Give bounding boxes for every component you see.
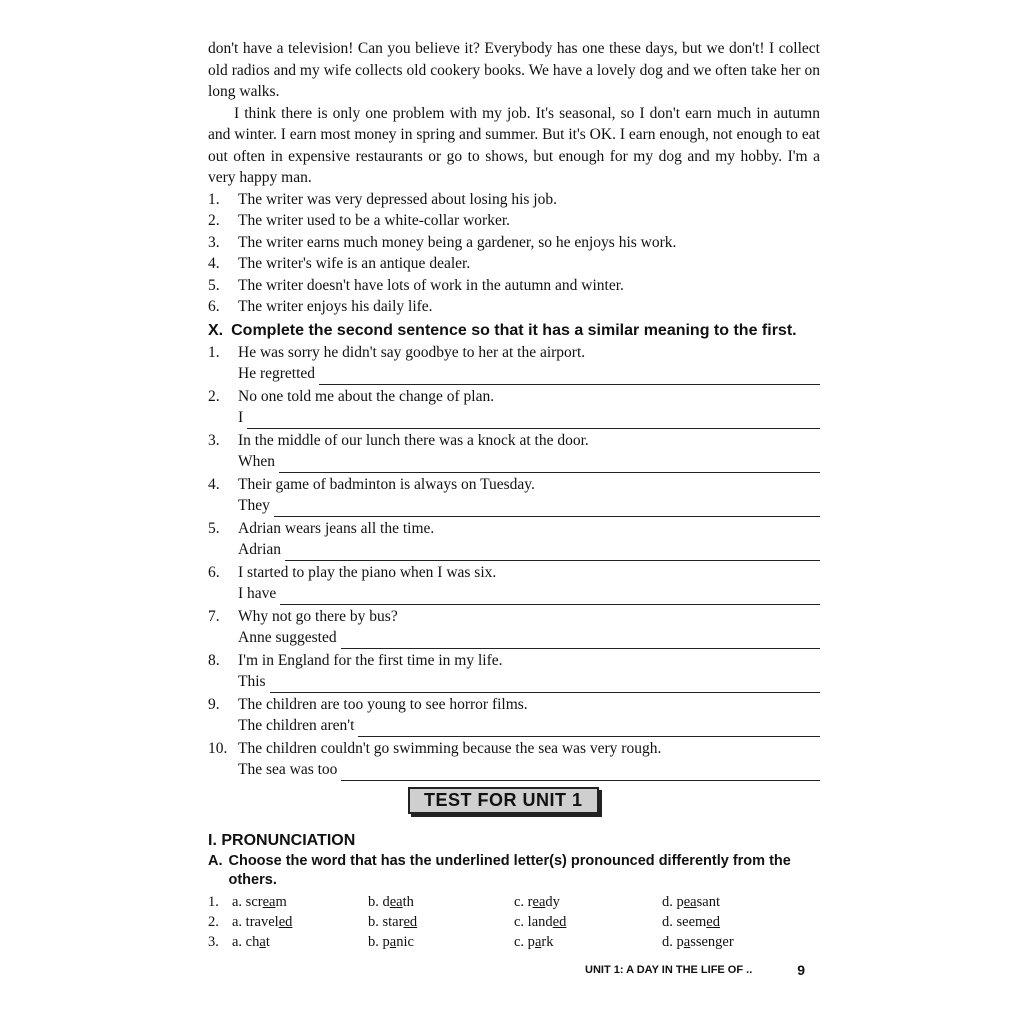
list-item bbox=[208, 253, 820, 275]
section-x-heading bbox=[208, 320, 820, 341]
answer-line[interactable] bbox=[274, 502, 820, 517]
original-sentence: No one told me about the change of plan. bbox=[238, 387, 495, 405]
item-number: 3. bbox=[208, 233, 220, 251]
answer-line[interactable] bbox=[341, 766, 820, 781]
textbook-page bbox=[208, 38, 820, 952]
list-item bbox=[208, 296, 820, 318]
sentence-starter: This bbox=[238, 673, 266, 690]
list-item bbox=[208, 430, 820, 473]
list-item bbox=[208, 738, 820, 781]
pronunciation-heading: I. PRONUNCIATION bbox=[208, 832, 356, 849]
section-title: Complete the second sentence so that it has a similar meaning to the first. bbox=[231, 321, 797, 339]
option-a[interactable]: a. scream bbox=[232, 893, 287, 910]
original-sentence: The children couldn't go swimming because the sea was very rough. bbox=[238, 739, 662, 757]
original-sentence: I'm in England for the first time in my life. bbox=[238, 651, 503, 669]
answer-line[interactable] bbox=[358, 722, 820, 737]
original-sentence: He was sorry he didn't say goodbye to her at the airport. bbox=[238, 343, 586, 361]
test-banner: TEST FOR UNIT 1 bbox=[408, 787, 599, 815]
sentence-starter: The children aren't bbox=[238, 717, 355, 734]
item-number: 2. bbox=[208, 913, 219, 930]
item-number: 2. bbox=[208, 212, 220, 229]
answer-line[interactable] bbox=[341, 634, 820, 649]
list-item bbox=[208, 386, 820, 429]
reading-passage bbox=[208, 38, 820, 189]
rewrite-list bbox=[208, 342, 820, 781]
list-item bbox=[208, 275, 820, 297]
page-footer bbox=[585, 962, 805, 978]
sentence-starter: The sea was too bbox=[238, 761, 338, 778]
item-number: 1. bbox=[208, 893, 219, 910]
sentence-starter: They bbox=[238, 497, 270, 514]
list-item bbox=[208, 189, 820, 211]
option-c[interactable]: c. ready bbox=[514, 893, 560, 910]
item-number: 3. bbox=[208, 431, 220, 449]
statement-text: The writer used to be a white-collar worker. bbox=[238, 212, 511, 229]
list-item bbox=[208, 518, 820, 561]
answer-line[interactable] bbox=[280, 590, 820, 605]
list-item bbox=[208, 474, 820, 517]
answer-line[interactable] bbox=[279, 458, 820, 473]
option-a[interactable]: a. chat bbox=[232, 933, 270, 950]
answer-line[interactable] bbox=[247, 414, 820, 429]
option-d[interactable]: d. peasant bbox=[662, 893, 720, 910]
reading-paragraph: don't have a television! Can you believe it? Everybody has one these days, but we don't! I collect old radios and my wife collects old cookery books. We have a lovely dog and we often take her on long walks. bbox=[208, 40, 820, 100]
sentence-starter: Adrian bbox=[238, 541, 282, 558]
reading-paragraph: I think there is only one problem with my job. It's seasonal, so I don't earn much in autumn and winter. I earn most money in spring and summer. But it's OK. I earn enough, not enough to eat out often in expensive restaurants or go to shows, but enough for my dog and my hobby. I'm a very happy man. bbox=[208, 104, 820, 186]
item-number: 6. bbox=[208, 298, 220, 315]
running-head: UNIT 1: A DAY IN THE LIFE OF .. bbox=[585, 964, 753, 976]
item-number: 10. bbox=[208, 739, 228, 757]
question-row bbox=[208, 912, 820, 932]
list-item bbox=[208, 650, 820, 693]
statement-text: The writer was very depressed about losing his job. bbox=[238, 190, 557, 208]
option-b[interactable]: b. death bbox=[368, 893, 414, 910]
sentence-starter: He regretted bbox=[238, 365, 316, 382]
statement-text: The writer earns much money being a gardener, so he enjoys his work. bbox=[238, 233, 677, 251]
true-false-list bbox=[208, 189, 820, 318]
list-item bbox=[208, 606, 820, 649]
original-sentence: Adrian wears jeans all the time. bbox=[238, 519, 435, 537]
answer-line[interactable] bbox=[319, 370, 820, 385]
item-number: 8. bbox=[208, 651, 220, 669]
statement-text: The writer's wife is an antique dealer. bbox=[238, 255, 471, 272]
statement-text: The writer doesn't have lots of work in the autumn and winter. bbox=[238, 276, 624, 294]
answer-line[interactable] bbox=[285, 546, 820, 561]
item-number: 2. bbox=[208, 387, 220, 405]
original-sentence: The children are too young to see horror films. bbox=[238, 695, 528, 713]
option-b[interactable]: b. panic bbox=[368, 933, 414, 950]
sub-section-title: Choose the word that has the underlined letter(s) pronounced differently from the others. bbox=[228, 852, 791, 888]
list-item bbox=[208, 232, 820, 254]
item-number: 3. bbox=[208, 933, 219, 950]
pronunciation-questions bbox=[208, 892, 820, 952]
item-number: 5. bbox=[208, 276, 220, 294]
list-item bbox=[208, 210, 820, 232]
question-row bbox=[208, 932, 820, 952]
sentence-starter: I bbox=[238, 409, 244, 426]
item-number: 4. bbox=[208, 475, 220, 493]
list-item bbox=[208, 694, 820, 737]
option-d[interactable]: d. passenger bbox=[662, 933, 734, 950]
list-item bbox=[208, 342, 820, 385]
statement-text: The writer enjoys his daily life. bbox=[238, 298, 433, 315]
page-number: 9 bbox=[797, 962, 805, 978]
item-number: 9. bbox=[208, 695, 220, 713]
item-number: 4. bbox=[208, 255, 220, 272]
option-c[interactable]: c. landed bbox=[514, 913, 567, 930]
list-item bbox=[208, 562, 820, 605]
question-row bbox=[208, 892, 820, 912]
item-number: 1. bbox=[208, 190, 220, 208]
option-a[interactable]: a. traveled bbox=[232, 913, 293, 930]
pronunciation-instruction bbox=[208, 852, 820, 890]
sentence-starter: Anne suggested bbox=[238, 629, 337, 646]
option-d[interactable]: d. seemed bbox=[662, 913, 720, 930]
item-number: 1. bbox=[208, 343, 220, 361]
original-sentence: In the middle of our lunch there was a knock at the door. bbox=[238, 431, 589, 449]
sentence-starter: When bbox=[238, 453, 276, 470]
option-b[interactable]: b. stared bbox=[368, 913, 418, 930]
original-sentence: I started to play the piano when I was six. bbox=[238, 563, 497, 581]
sub-section-number: A. bbox=[208, 852, 223, 869]
option-c[interactable]: c. park bbox=[514, 933, 554, 950]
item-number: 5. bbox=[208, 519, 220, 537]
answer-line[interactable] bbox=[270, 678, 820, 693]
sentence-starter: I have bbox=[238, 585, 277, 602]
original-sentence: Why not go there by bus? bbox=[238, 607, 398, 625]
original-sentence: Their game of badminton is always on Tuesday. bbox=[238, 475, 535, 493]
item-number: 7. bbox=[208, 607, 220, 625]
section-number: X. bbox=[208, 321, 224, 339]
item-number: 6. bbox=[208, 563, 220, 581]
